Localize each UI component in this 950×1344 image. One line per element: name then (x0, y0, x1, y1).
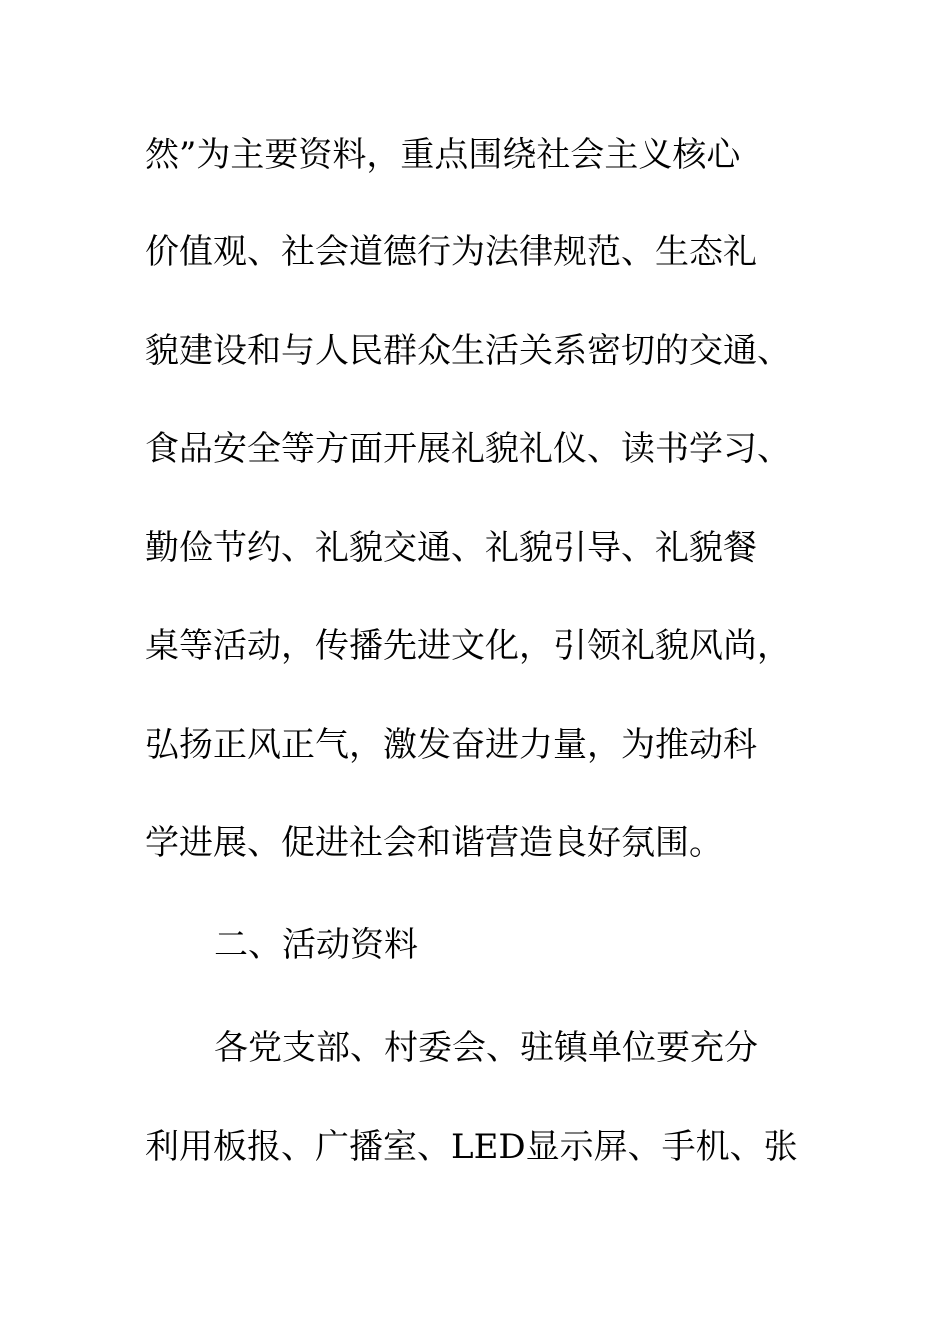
body-text-line: 学进展、促进社会和谐营造良好氛围。 (145, 823, 723, 863)
body-text-line: 利用板报、广播室、LED显示屏、手机、张 (145, 1127, 798, 1167)
body-text-line: 弘扬正风正气，激发奋进力量，为推动科 (145, 725, 757, 765)
body-text-line: 貌建设和与人民群众生活关系密切的交通、 (145, 331, 791, 371)
body-text-line: 然”为主要资料，重点围绕社会主义核心 (145, 135, 741, 175)
section-heading: 二、活动资料 (214, 925, 418, 965)
body-text-line: 价值观、社会道德行为法律规范、生态礼 (145, 232, 757, 272)
paragraph-first-line: 各党支部、村委会、驻镇单位要充分 (214, 1028, 758, 1068)
body-text-line: 勤俭节约、礼貌交通、礼貌引导、礼貌餐 (145, 528, 757, 568)
body-text-line: 桌等活动，传播先进文化，引领礼貌风尚， (145, 626, 791, 666)
body-text-line: 食品安全等方面开展礼貌礼仪、读书学习、 (145, 429, 791, 469)
